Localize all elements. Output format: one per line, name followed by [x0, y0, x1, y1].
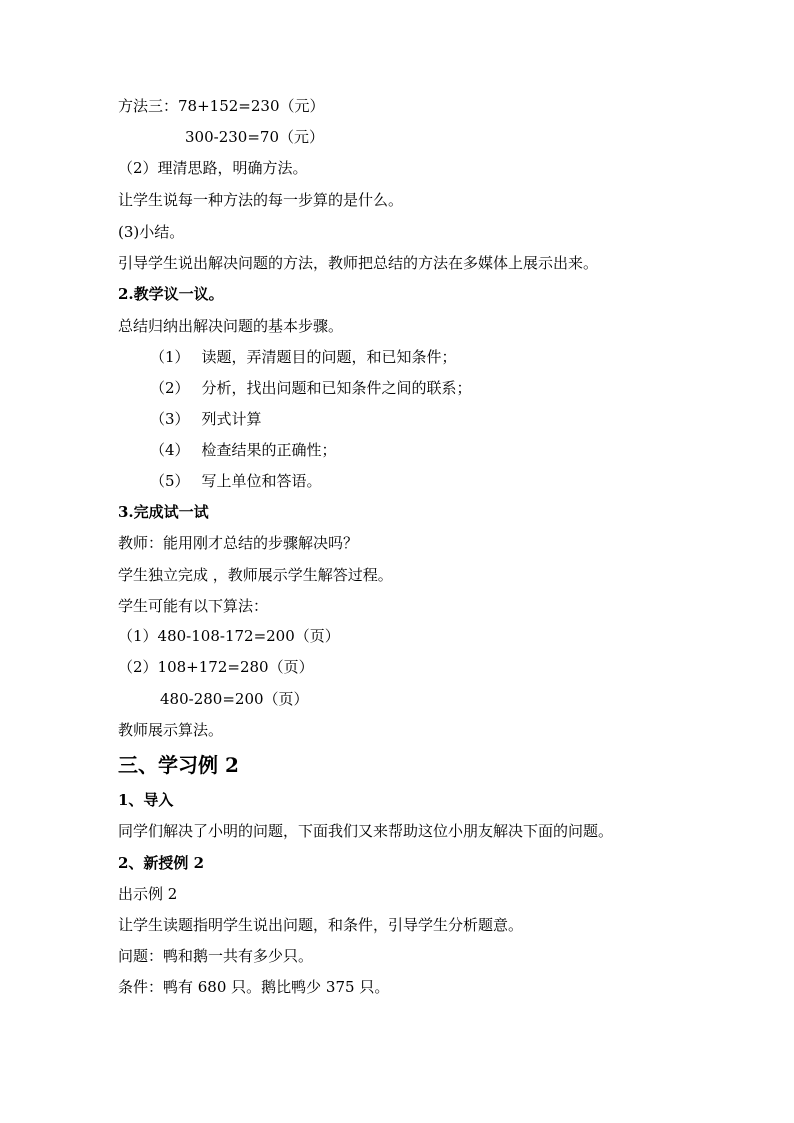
new-lesson-heading: 2、新授例 2: [118, 854, 205, 872]
explain-steps-line: 让学生说每一种方法的每一步算的是什么。: [118, 191, 404, 209]
step-text: 分析，找出问题和已知条件之间的联系；: [201, 379, 472, 397]
summarize-steps-line: 总结归纳出解决问题的基本步骤。: [118, 317, 344, 335]
step-item: [150, 378, 472, 398]
conditions-line: 条件：鸭有 680 只。鹅比鸭少 375 只。: [118, 978, 390, 996]
step-item: [150, 440, 337, 460]
possible-methods-line: 学生可能有以下算法：: [118, 597, 269, 615]
step-text: 列式计算: [201, 410, 262, 428]
step-item: [150, 347, 457, 367]
step-item: [150, 471, 322, 491]
intro-text: 同学们解决了小明的问题，下面我们又来帮助这位小朋友解决下面的问题。: [118, 822, 614, 840]
step-text: 读题，弄清题目的问题，和已知条件；: [201, 348, 457, 366]
read-problem-line: 让学生读题指明学生说出问题，和条件，引导学生分析题意。: [118, 916, 524, 934]
step-text: 写上单位和答语。: [201, 472, 322, 490]
method-1-line: （1）480-108-172=200（页）: [118, 627, 340, 645]
guide-students-line: 引导学生说出解决问题的方法，教师把总结的方法在多媒体上展示出来。: [118, 254, 599, 272]
step-number: （5）: [150, 472, 190, 490]
step-number: （4）: [150, 441, 190, 459]
step-number: （1）: [150, 348, 190, 366]
intro-heading: 1、导入: [118, 791, 174, 809]
section-heading-example-2: 三、学习例 2: [118, 753, 239, 777]
step-number: （3）: [150, 410, 190, 428]
students-complete-line: 学生独立完成 ，教师展示学生解答过程。: [118, 566, 393, 584]
clarify-thinking-line: （2）理清思路，明确方法。: [118, 159, 308, 177]
method-2-step2: 480-280=200（页）: [160, 690, 309, 708]
method-three-line: 方法三：78+152=230（元）: [118, 97, 325, 115]
step-number: （2）: [150, 379, 190, 397]
summary-heading: (3)小结。: [118, 223, 185, 241]
teacher-shows-line: 教师展示算法。: [118, 721, 224, 739]
section-2-heading: 2.教学议一议。: [118, 285, 224, 303]
step-text: 检查结果的正确性；: [201, 441, 337, 459]
show-example-line: 出示例 2: [118, 885, 178, 903]
question-line: 问题：鸭和鹅一共有多少只。: [118, 947, 314, 965]
section-3-heading: 3.完成试一试: [118, 503, 209, 521]
method-three-step2: 300-230=70（元）: [185, 128, 324, 146]
teacher-question-line: 教师：能用刚才总结的步骤解决吗？: [118, 534, 359, 552]
method-2-line: （2）108+172=280（页）: [118, 658, 314, 676]
step-item: [150, 409, 262, 429]
